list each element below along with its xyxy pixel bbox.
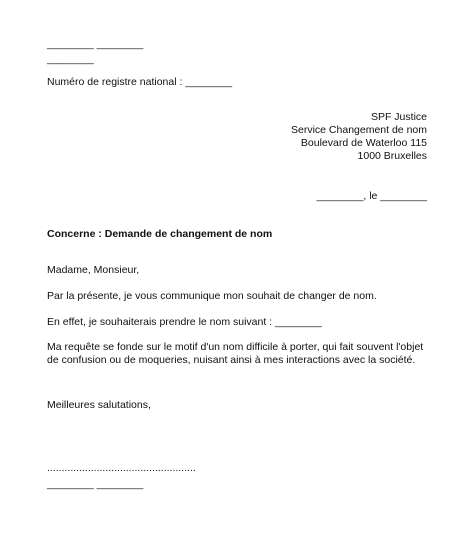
recipient-line-1: SPF Justice <box>370 111 427 123</box>
signature-name: ________ ________ <box>47 478 144 490</box>
registry-number: Numéro de registre national : ________ <box>47 76 233 88</box>
recipient-line-4: 1000 Bruxelles <box>357 150 427 162</box>
body-paragraph-2: En effet, je souhaiterais prendre le nom suivant : ________ <box>47 316 322 328</box>
closing: Meilleures salutations, <box>47 399 151 411</box>
recipient-line-3: Boulevard de Waterloo 115 <box>300 137 427 149</box>
place-date: ________, le ________ <box>316 190 427 202</box>
recipient-line-2: Service Changement de nom <box>291 124 427 136</box>
sender-address: ________ <box>47 53 94 65</box>
body-paragraph-1: Par la présente, je vous communique mon souhait de changer de nom. <box>47 290 377 302</box>
sender-name: ________ ________ <box>47 38 144 50</box>
signature-dots: ................................................... <box>47 462 196 474</box>
subject-line: Concerne : Demande de changement de nom <box>47 228 273 240</box>
salutation: Madame, Monsieur, <box>47 264 140 276</box>
body-paragraph-3: Ma requête se fonde sur le motif d'un nom difficile à porter, qui fait souvent l'objet de confusion ou de moqueries, nuisant ainsi à mes interactions avec la société. <box>47 341 424 366</box>
